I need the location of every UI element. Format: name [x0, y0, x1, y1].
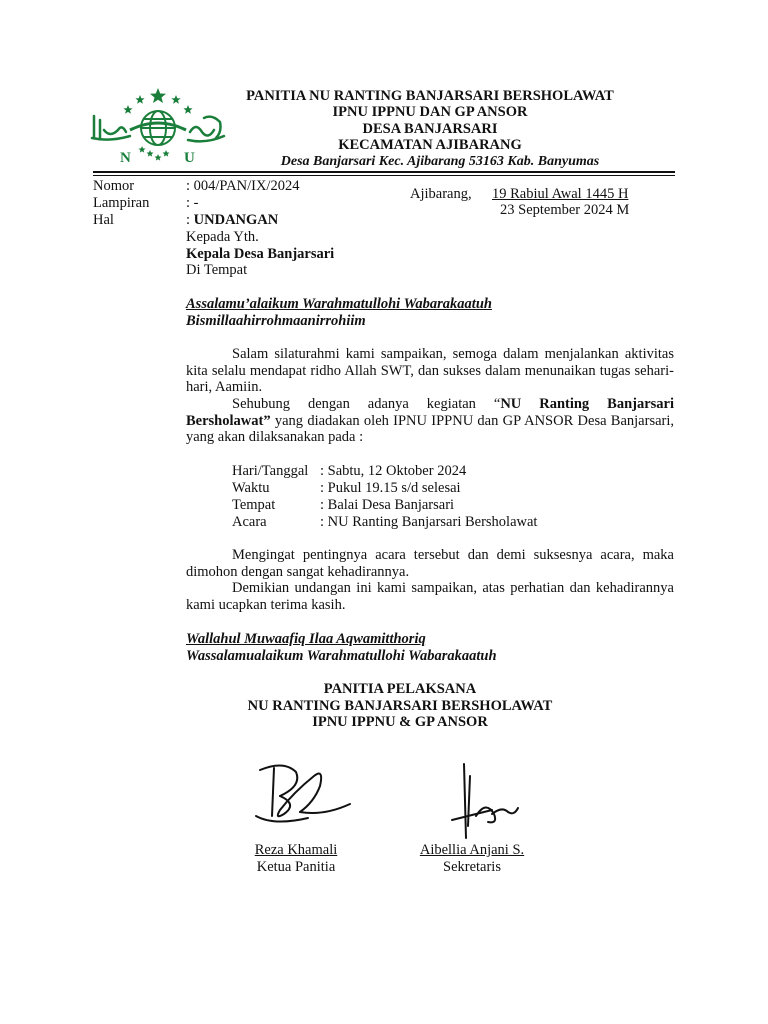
committee-line-2: NU RANTING BANJARSARI BERSHOLAWAT — [247, 698, 553, 714]
greeting-basmala: Bismillaahirrohmaanirrohiim — [186, 313, 366, 329]
event-label-time: Waktu — [232, 480, 270, 496]
signatory-role-1: Ketua Panitia — [256, 859, 336, 875]
logo-letter-n: N — [120, 150, 131, 166]
event-value-agenda: : NU Ranting Banjarsari Bersholawat — [320, 514, 538, 530]
event-value-time: : Pukul 19.15 s/d selesai — [320, 480, 461, 496]
letterhead-line1: PANITIA NU RANTING BANJARSARI BERSHOLAWAT — [246, 88, 614, 104]
committee-line-3: IPNU IPPNU & GP ANSOR — [312, 714, 488, 730]
recipient-place: Di Tempat — [186, 262, 248, 278]
event-label-agenda: Acara — [232, 514, 267, 530]
letterhead-line3: DESA BANJARSARI — [362, 121, 498, 137]
body-paragraph-2 — [186, 396, 674, 446]
greeting-salam: Assalamu’alaikum Warahmatullohi Wabarakaatuh — [186, 296, 492, 312]
date-place: Ajibarang, — [410, 186, 472, 202]
hal-colon: : — [186, 212, 194, 228]
signature-sekretaris — [446, 756, 526, 846]
nomor-label: Nomor — [93, 178, 135, 194]
body-paragraph-4: Demikian undangan ini kami sampaikan, atas perhatian dan kehadirannya kami ucapkan terima kasih. — [186, 580, 674, 613]
hal-value: UNDANGAN — [193, 212, 279, 228]
p2-post: yang diadakan oleh IPNU IPPNU dan GP ANSOR Desa Banjarsari, yang akan dilaksanakan pada : — [186, 412, 674, 445]
date-hijri: 19 Rabiul Awal 1445 H — [492, 186, 629, 202]
recipient-name: Kepala Desa Banjarsari — [186, 246, 335, 262]
nomor-value: : 004/PAN/IX/2024 — [186, 178, 300, 194]
closing-line-2: Wassalamualaikum Warahmatullohi Wabarakaatuh — [186, 648, 497, 664]
letterhead-line4: KECAMATAN AJIBARANG — [338, 137, 522, 153]
body-paragraph-3: Mengingat pentingnya acara tersebut dan demi suksesnya acara, maka dimohon dengan sangat kehadirannya. — [186, 547, 674, 580]
logo-letter-u: U — [184, 150, 195, 166]
event-label-date: Hari/Tanggal — [232, 463, 309, 479]
hal-field — [186, 212, 278, 229]
signatory-name-1: Reza Khamali — [254, 842, 338, 858]
body-paragraph-1: Salam silaturahmi kami sampaikan, semoga dalam menjalankan aktivitas kita selalu mendapat ridho Allah SWT, dan sukses dalam menunaikan tugas sehari-hari, Aamiin. — [186, 346, 674, 395]
hal-label: Hal — [93, 212, 114, 228]
signatory-role-2: Sekretaris — [443, 859, 501, 875]
p2-event-name: NU Ranting Banjarsari Bersholawat” — [186, 396, 675, 429]
signature-ketua — [254, 756, 362, 844]
p2-pre: Sehubung dengan adanya kegiatan “ — [232, 396, 501, 412]
event-value-place: : Balai Desa Banjarsari — [320, 497, 455, 513]
signatory-name-2: Aibellia Anjani S. — [419, 842, 525, 858]
letterhead-divider-thin — [93, 175, 675, 176]
lampiran-label: Lampiran — [93, 195, 150, 211]
recipient-salutation: Kepada Yth. — [186, 229, 259, 245]
event-value-date: : Sabtu, 12 Oktober 2024 — [320, 463, 467, 479]
closing-line-1: Wallahul Muwaafiq Ilaa Aqwamitthoriq — [186, 631, 426, 647]
letterhead-line2: IPNU IPPNU DAN GP ANSOR — [332, 104, 528, 120]
committee-line-1: PANITIA PELAKSANA — [323, 681, 477, 697]
nu-logo — [90, 86, 226, 168]
lampiran-value: : - — [186, 195, 199, 211]
date-gregorian: 23 September 2024 M — [500, 202, 630, 218]
event-label-place: Tempat — [232, 497, 276, 513]
letterhead-address: Desa Banjarsari Kec. Ajibarang 53163 Kab. Banyumas — [280, 154, 600, 169]
letterhead-divider-thick — [93, 171, 675, 173]
